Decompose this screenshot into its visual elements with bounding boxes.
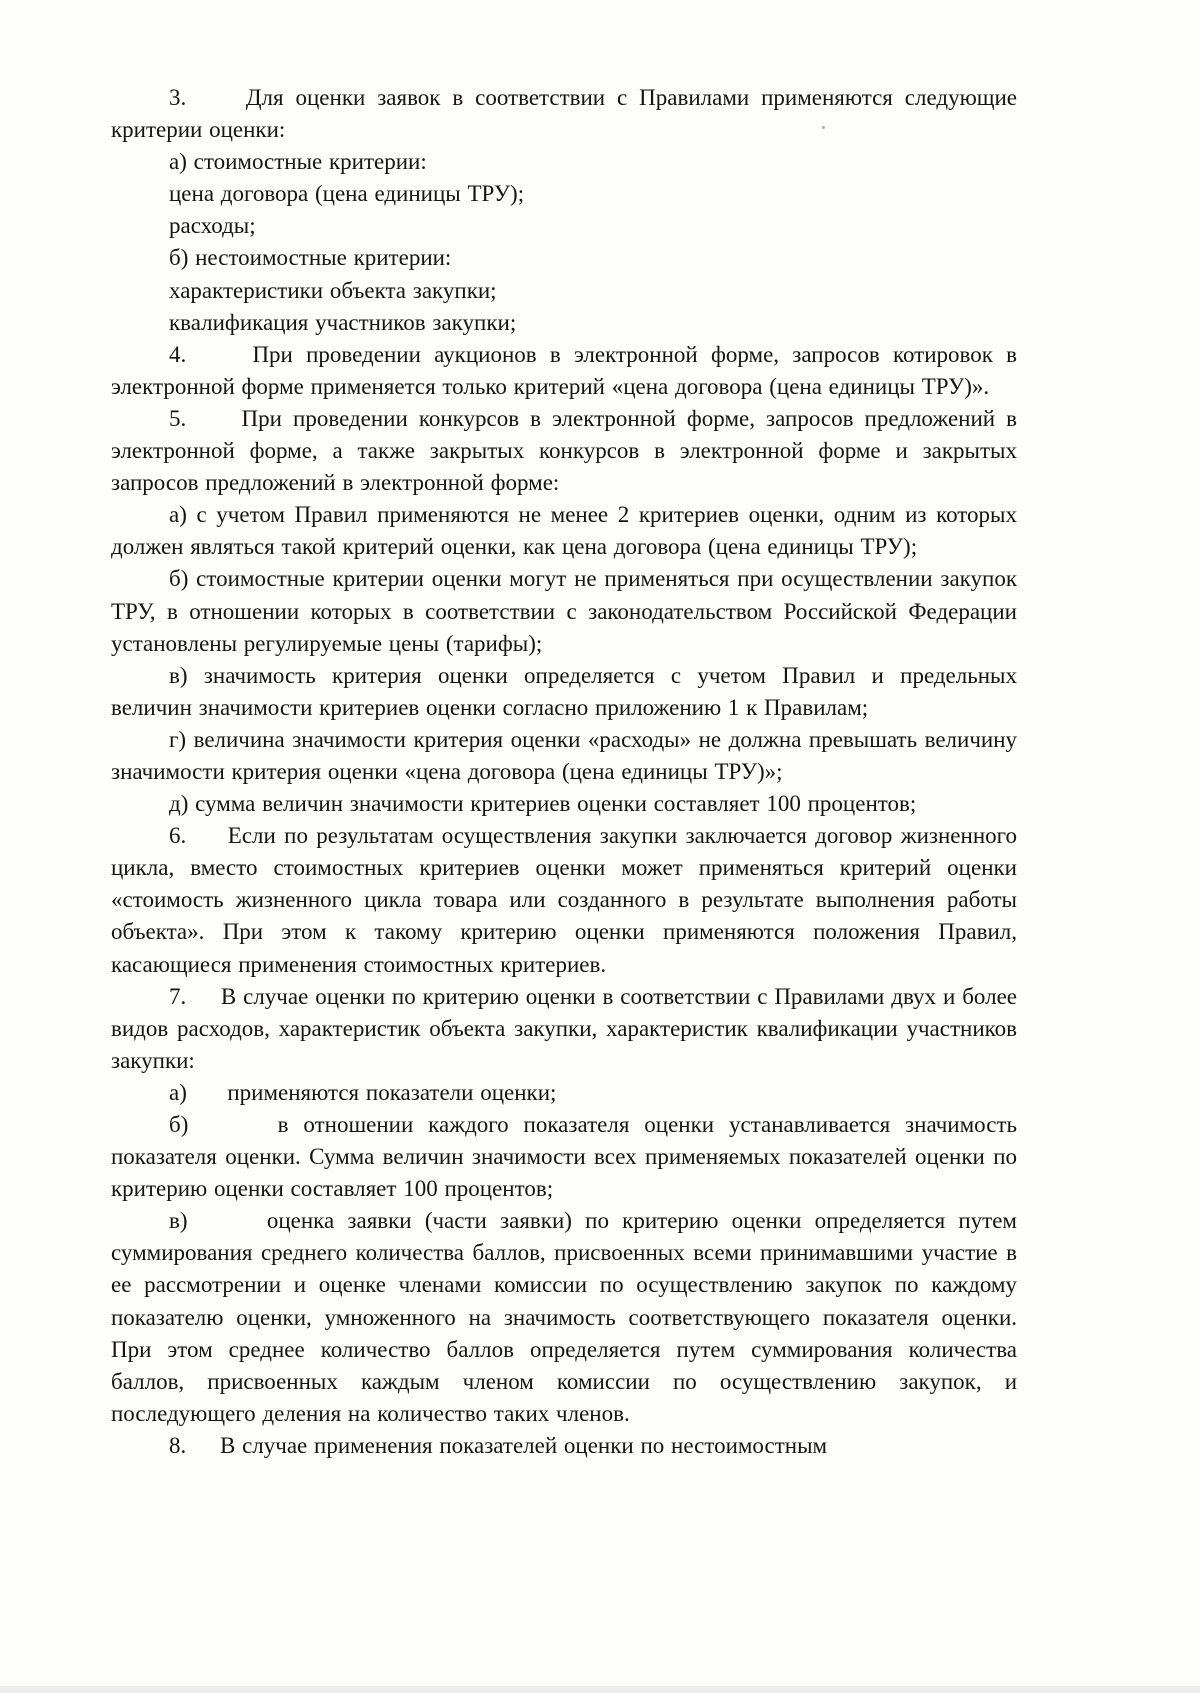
document-text-block: [111, 82, 1017, 1462]
para-5-v: в) значимость критерия оценки определяется с учетом Правил и предельных величин значимости критериев оценки согласно приложению 1 к Правилам;: [111, 662, 1017, 720]
para-5-a: а) с учетом Правил применяются не менее 2 критериев оценки, одним из которых должен являться такой критерий оценки, как цена договора (цена единицы ТРУ);: [111, 502, 1017, 560]
para-8: 8. В случае применения показателей оценки по нестоимостным: [169, 1432, 828, 1458]
para-5-g: г) величина значимости критерия оценки «расходы» не должна превышать величину значимости критерия оценки «цена договора (цена единицы ТРУ)»;: [111, 726, 1017, 784]
para-3-a: а) стоимостные критерии:: [169, 149, 427, 175]
para-5-b: б) стоимостные критерии оценки могут не применяться при осуществлении закупок ТРУ, в отношении которых в соответствии с законодательством Российской Федерации установлены регулируемые цены (тарифы);: [111, 566, 1017, 656]
para-7-v: в) оценка заявки (части заявки) по критерию оценки определяется путем суммирования среднего количества баллов, присвоенных всеми принимавшими участие в ее рассмотрении и оценке членами комиссии по осуществлению закупок по каждому показателю оценки, умноженного на значимость соответствующего показателя оценки. При этом среднее количество баллов определяется путем суммирования количества баллов, присвоенных каждым членом комиссии по осуществлению закупок, и последующего деления на количество таких членов.: [111, 1208, 1017, 1426]
para-6: 6. Если по результатам осуществления закупки заключается договор жизненного цикла, вместо стоимостных критериев оценки может применяться критерий оценки «стоимость жизненного цикла товара или созданного в результате выполнения работы объекта». При этом к такому критерию оценки применяются положения Правил, касающиеся применения стоимостных критериев.: [111, 823, 1017, 977]
para-3: 3. Для оценки заявок в соответствии с Правилами применяются следующие критерии оценки:: [111, 85, 1017, 143]
para-3-b-characteristics: характеристики объекта закупки;: [169, 277, 497, 303]
para-7-b: б) в отношении каждого показателя оценки устанавливается значимость показателя оценки. Сумма величин значимости всех применяемых показателей оценки по критерию оценки составляет 100 процентов;: [111, 1112, 1017, 1202]
para-7: 7. В случае оценки по критерию оценки в соответствии с Правилами двух и более видов расходов, характеристик объекта закупки, характеристик квалификации участников закупки:: [111, 983, 1017, 1073]
page-bottom-edge: [0, 1686, 1200, 1693]
para-3-a-price: цена договора (цена единицы ТРУ);: [169, 181, 525, 207]
para-5: 5. При проведении конкурсов в электронной форме, запросов предложений в электронной форме, а также закрытых конкурсов в электронной форме и закрытых запросов предложений в электронной форме:: [111, 405, 1017, 496]
para-5-d: д) сумма величин значимости критериев оценки составляет 100 процентов;: [169, 791, 917, 817]
para-7-a: а) применяются показатели оценки;: [169, 1079, 557, 1105]
para-3-b-qualification: квалификация участников закупки;: [169, 309, 517, 335]
para-4: 4. При проведении аукционов в электронной форме, запросов котировок в электронной форме применяется только критерий «цена договора (цена единицы ТРУ)».: [111, 341, 1017, 399]
para-3-a-costs: расходы;: [169, 213, 256, 239]
para-3-b: б) нестоимостные критерии:: [169, 245, 452, 271]
